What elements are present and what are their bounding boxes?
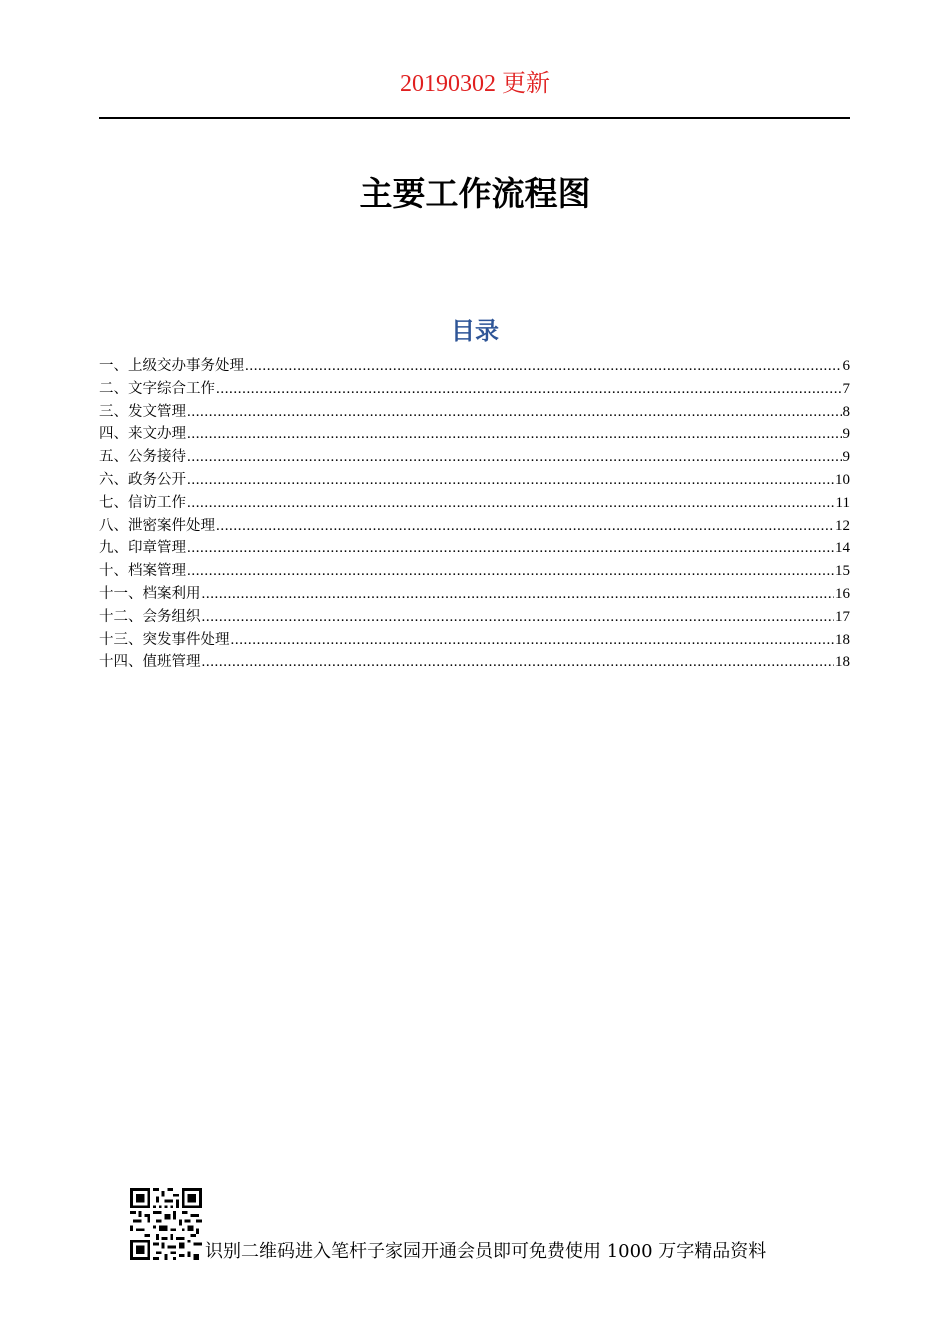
toc-dot-leader [187,401,842,424]
toc-entry-page: 8 [842,403,850,420]
toc-entry-page: 15 [835,563,850,580]
toc-entry-page: 16 [835,585,850,602]
toc-entry[interactable] [99,469,850,492]
toc-entry[interactable] [99,492,850,515]
toc-entry-label: 二、文字综合工作 [99,380,215,397]
toc-entry-label: 五、公务接待 [99,449,186,466]
toc-entry[interactable] [99,560,850,583]
toc-entry-page: 18 [835,631,850,648]
toc-entry-page: 7 [842,380,850,397]
toc-entry-label: 十三、突发事件处理 [99,631,230,648]
toc-entry-page: 10 [835,471,850,488]
table-of-contents [99,355,850,674]
toc-entry-page: 6 [842,358,850,374]
toc-entry-page: 9 [842,426,850,443]
header-divider [99,117,850,119]
toc-dot-leader [245,355,842,378]
toc-heading: 目录 [451,316,499,345]
toc-entry-label: 十二、会务组织 [99,608,201,625]
toc-entry-page: 11 [835,494,850,511]
toc-entry[interactable] [99,515,850,538]
toc-entry-label: 六、政务公开 [99,471,186,488]
page-header-update-date: 20190302 更新 [400,71,550,97]
toc-dot-leader [202,651,835,674]
toc-dot-leader [187,537,834,560]
toc-entry-page: 17 [835,608,850,625]
toc-dot-leader [187,560,834,583]
toc-entry-label: 三、发文管理 [99,403,186,420]
toc-dot-leader [216,378,842,401]
toc-dot-leader [202,583,835,606]
toc-entry[interactable] [99,583,850,606]
toc-dot-leader [187,469,834,492]
toc-entry-page: 18 [835,654,850,671]
footer-promo-text: 识别二维码进入笔杆子家园开通会员即可免费使用 1000 万字精品资料 [205,1241,767,1262]
toc-entry-page: 9 [842,449,850,466]
toc-entry[interactable] [99,606,850,629]
toc-dot-leader [187,423,842,446]
toc-entry-label: 八、泄密案件处理 [99,517,215,534]
toc-entry[interactable] [99,423,850,446]
toc-entry[interactable] [99,651,850,674]
toc-entry-label: 一、上级交办事务处理 [99,358,244,374]
toc-entry-label: 十一、档案利用 [99,585,201,602]
toc-dot-leader [187,492,835,515]
toc-entry-label: 四、来文办理 [99,426,186,443]
toc-dot-leader [202,606,835,629]
toc-entry-label: 十四、值班管理 [99,654,201,671]
toc-entry[interactable] [99,446,850,469]
toc-dot-leader [216,515,834,538]
toc-entry-label: 九、印章管理 [99,540,186,557]
toc-entry[interactable] [99,378,850,401]
toc-entry-page: 12 [835,517,850,534]
toc-entry-label: 十、档案管理 [99,563,186,580]
toc-dot-leader [231,629,835,652]
qr-code-icon [130,1188,202,1260]
toc-entry[interactable] [99,537,850,560]
toc-entry-page: 14 [835,540,850,557]
toc-entry-label: 七、信访工作 [99,494,186,511]
toc-entry[interactable] [99,355,850,378]
toc-dot-leader [187,446,842,469]
toc-entry[interactable] [99,629,850,652]
toc-entry[interactable] [99,401,850,424]
document-title: 主要工作流程图 [359,174,591,213]
